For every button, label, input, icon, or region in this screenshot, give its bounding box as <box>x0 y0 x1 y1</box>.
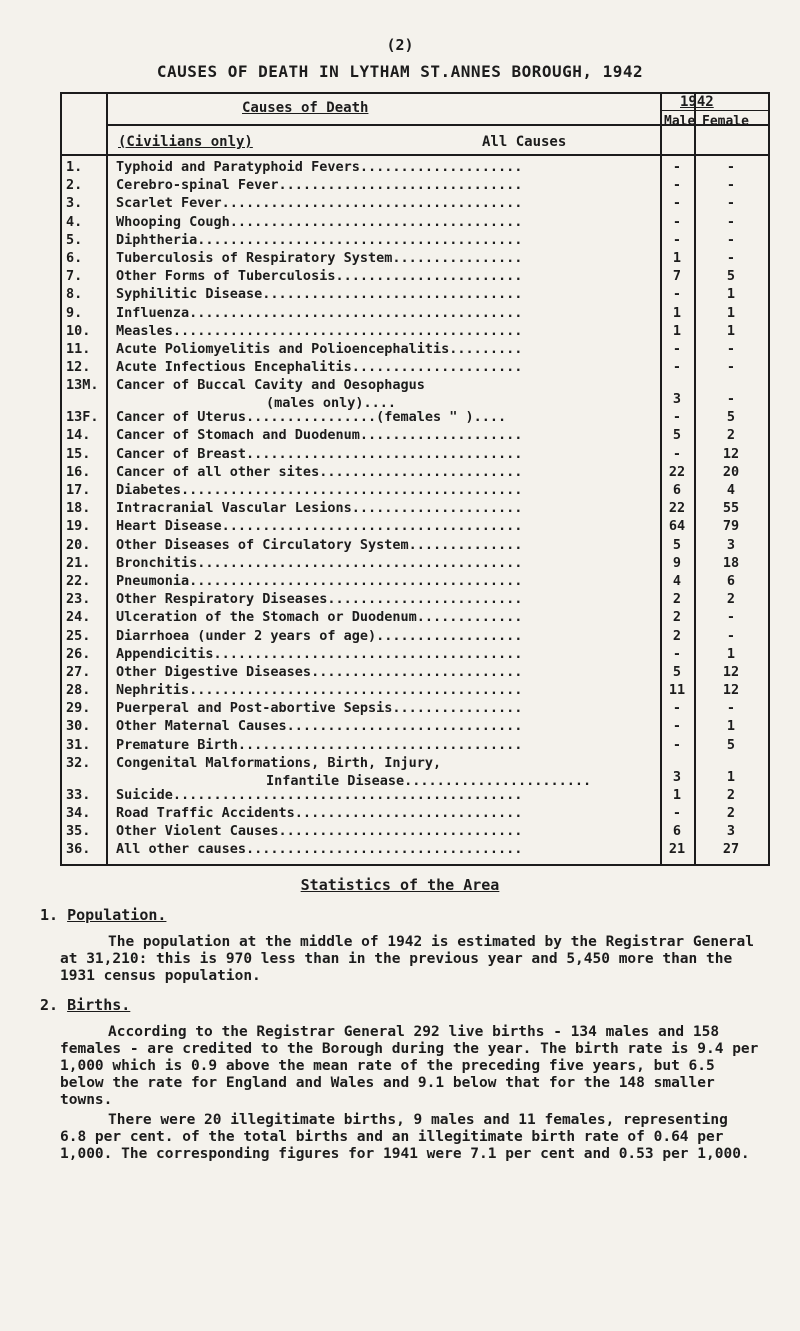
row-number: 22. <box>66 572 91 589</box>
row-female-count: - <box>726 177 736 194</box>
header-rule <box>62 154 768 156</box>
row-number: 29. <box>66 700 91 717</box>
row-female-count: 2 <box>726 427 736 444</box>
row-female-count: - <box>726 213 736 230</box>
row-male-count: 21 <box>668 841 686 858</box>
row-cause <box>116 840 656 858</box>
row-number: 17. <box>66 482 91 498</box>
row-cause <box>116 194 656 212</box>
row-cause-text: Cancer of Breast.................................. <box>116 445 523 462</box>
row-number: 15. <box>66 445 91 462</box>
table-row <box>62 840 768 858</box>
table-row <box>62 663 768 681</box>
row-cause-text: Premature Birth................................... <box>116 736 523 753</box>
row-cause-text: Tuberculosis of Respiratory System................ <box>116 249 523 266</box>
table-row <box>62 699 768 717</box>
row-number: 10. <box>66 322 91 339</box>
row-cause <box>116 608 656 626</box>
table-row <box>62 285 768 303</box>
row-male-count: 6 <box>672 482 682 498</box>
table-row <box>62 376 768 412</box>
table-row <box>62 158 768 176</box>
row-female-count: - <box>726 340 736 357</box>
page-number: (2) <box>386 36 414 54</box>
row-male-count: - <box>672 718 682 735</box>
row-cause-text: Nephritis......................................... <box>116 682 523 699</box>
row-cause <box>116 754 656 790</box>
row-cause-text: Cancer of Uterus................(females " ).... <box>116 409 507 426</box>
row-female-count: 5 <box>726 268 736 285</box>
row-male-count: 1 <box>672 786 682 803</box>
row-cause <box>116 517 656 535</box>
row-male-count: - <box>672 177 682 194</box>
row-number: 31. <box>66 736 91 753</box>
row-cause <box>116 572 656 590</box>
table-row <box>62 517 768 535</box>
row-male-count: - <box>672 736 682 753</box>
row-male-count: 7 <box>672 268 682 285</box>
row-cause <box>116 645 656 663</box>
row-male-count: 22 <box>668 463 686 480</box>
row-cause-text: Suicide........................................... <box>116 786 523 803</box>
row-cause <box>116 554 656 572</box>
row-female-count: 55 <box>722 500 740 517</box>
row-number: 26. <box>66 645 91 662</box>
row-male-count: - <box>672 409 682 426</box>
births-heading <box>40 996 130 1014</box>
row-female-count: - <box>726 195 736 212</box>
row-cause-text: Syphilitic Disease................................ <box>116 286 523 303</box>
row-number: 23. <box>66 591 91 608</box>
row-number: 6. <box>66 249 83 266</box>
row-number: 11. <box>66 340 91 357</box>
row-cause-text: Diphtheria........................................ <box>116 231 523 248</box>
row-cause <box>116 158 656 176</box>
row-male-count: - <box>672 700 682 717</box>
header-year: 1942 <box>680 94 714 110</box>
row-female-count: 27 <box>722 841 740 858</box>
row-male-count: 64 <box>668 518 686 535</box>
row-cause-text: Cancer of Buccal Cavity and Oesophagus <box>116 377 425 394</box>
row-cause-text: Cerebro-spinal Fever.............................. <box>116 177 523 194</box>
row-cause-text: Other Digestive Diseases.......................... <box>116 663 523 680</box>
row-male-count: 1 <box>672 249 682 266</box>
row-cause-text: Other Diseases of Circulatory System.............. <box>116 536 523 553</box>
row-male-count: - <box>672 805 682 821</box>
row-number: 5. <box>66 231 83 248</box>
row-number: 21. <box>66 554 91 571</box>
row-cause-text: Scarlet Fever..................................... <box>116 195 523 212</box>
population-number: 1. <box>40 906 59 924</box>
row-number: 18. <box>66 500 91 517</box>
row-female-count: 1 <box>726 768 736 785</box>
row-cause <box>116 463 656 481</box>
row-number: 19. <box>66 518 91 535</box>
row-cause <box>116 681 656 699</box>
row-number: 36. <box>66 841 91 858</box>
row-female-count: 6 <box>726 572 736 589</box>
row-cause-text: Puerperal and Post-abortive Sepsis................ <box>116 700 523 717</box>
row-female-count: 3 <box>726 536 736 553</box>
table-row <box>62 213 768 231</box>
row-number: 20. <box>66 536 91 553</box>
row-cause-text: Other Maternal Causes............................. <box>116 718 523 735</box>
row-number: 30. <box>66 718 91 735</box>
row-female-count: 12 <box>722 682 740 699</box>
row-number: 9. <box>66 304 83 321</box>
row-female-count: 3 <box>726 823 736 840</box>
row-cause <box>116 285 656 303</box>
row-number: 12. <box>66 359 91 376</box>
row-female-count: 4 <box>726 482 736 498</box>
header-male: Male <box>664 114 696 129</box>
table-row <box>62 645 768 663</box>
header-female: Female <box>702 114 749 129</box>
row-number: 24. <box>66 609 91 626</box>
row-male-count: 5 <box>672 536 682 553</box>
row-cause <box>116 663 656 681</box>
row-cause-text: Measles........................................... <box>116 322 523 339</box>
row-cause <box>116 627 656 645</box>
row-cause-text: Other Violent Causes.............................. <box>116 823 523 840</box>
row-number: 27. <box>66 663 91 680</box>
row-number: 1. <box>66 159 83 175</box>
row-cause <box>116 408 656 426</box>
row-male-count: - <box>672 340 682 357</box>
row-female-count: 1 <box>726 322 736 339</box>
row-cause <box>116 536 656 554</box>
table-row <box>62 822 768 840</box>
row-female-count: - <box>726 391 736 408</box>
row-number: 7. <box>66 268 83 285</box>
table-row <box>62 572 768 590</box>
header-rule <box>660 110 768 111</box>
row-cause-text: Typhoid and Paratyphoid Fevers.................... <box>116 159 523 175</box>
row-male-count: 1 <box>672 304 682 321</box>
row-cause <box>116 822 656 840</box>
header-causes: Causes of Death <box>242 100 369 116</box>
table-row <box>62 426 768 444</box>
row-cause-text: Congenital Malformations, Birth, Injury, <box>116 754 442 771</box>
table-row <box>62 322 768 340</box>
row-female-count: 2 <box>726 786 736 803</box>
table-row <box>62 681 768 699</box>
row-number: 2. <box>66 177 83 194</box>
row-cause-text: Diabetes.......................................... <box>116 482 523 498</box>
row-female-count: 79 <box>722 518 740 535</box>
births-paragraph-2: There were 20 illegitimate births, 9 males and 11 females, representing 6.8 per cent. of the total births and an illegitimate birth rate of 0.64 per 1,000. The corresponding figures for 1941 were 7.1 per cent and 0.53 per 1,000. <box>60 1112 750 1162</box>
header-all-causes: All Causes <box>482 134 567 150</box>
row-male-count: 22 <box>668 500 686 517</box>
table-row <box>62 249 768 267</box>
row-female-count: 2 <box>726 805 736 821</box>
table-row <box>62 736 768 754</box>
table-row <box>62 445 768 463</box>
table-row <box>62 804 768 822</box>
row-male-count: 2 <box>672 591 682 608</box>
row-number: 13F. <box>66 409 99 426</box>
row-cause-text: Other Forms of Tuberculosis....................... <box>116 268 523 285</box>
table-row <box>62 231 768 249</box>
table-row <box>62 176 768 194</box>
row-number: 14. <box>66 427 91 444</box>
table-row <box>62 717 768 735</box>
row-cause <box>116 340 656 358</box>
row-number: 28. <box>66 682 91 699</box>
table-row <box>62 481 768 499</box>
row-female-count: 12 <box>722 663 740 680</box>
population-text: The population at the middle of 1942 is estimated by the Registrar General at 31,210: this is 970 less than in the previous year and 5,450 more than the 1931 census population. <box>60 934 755 984</box>
row-number: 34. <box>66 805 91 821</box>
row-number: 3. <box>66 195 83 212</box>
row-male-count: 4 <box>672 572 682 589</box>
population-heading-text: Population. <box>67 906 167 924</box>
row-cause <box>116 786 656 804</box>
row-female-count: 1 <box>726 286 736 303</box>
row-male-count: - <box>672 159 682 175</box>
row-female-count: - <box>726 700 736 717</box>
row-cause <box>116 736 656 754</box>
row-male-count: 2 <box>672 609 682 626</box>
row-female-count: 1 <box>726 304 736 321</box>
row-number: 8. <box>66 286 83 303</box>
row-cause <box>116 590 656 608</box>
table-row <box>62 267 768 285</box>
table-row <box>62 499 768 517</box>
row-female-count: - <box>726 231 736 248</box>
row-cause <box>116 267 656 285</box>
row-male-count: - <box>672 213 682 230</box>
row-male-count: 2 <box>672 627 682 644</box>
row-female-count: - <box>726 159 736 175</box>
row-cause-text: Ulceration of the Stomach or Duodenum............. <box>116 609 523 626</box>
row-cause <box>116 499 656 517</box>
row-female-count: 18 <box>722 554 740 571</box>
table-row <box>62 358 768 376</box>
row-female-count: - <box>726 627 736 644</box>
row-cause <box>116 426 656 444</box>
row-number: 32. <box>66 754 91 771</box>
births-number: 2. <box>40 996 59 1014</box>
table-row <box>62 340 768 358</box>
row-male-count: - <box>672 445 682 462</box>
row-cause-text: Pneumonia......................................... <box>116 572 523 589</box>
row-cause-text: Acute Poliomyelitis and Polioencephalitis......... <box>116 340 523 357</box>
row-cause-text: Diarrhoea (under 2 years of age).................. <box>116 627 523 644</box>
row-male-count: 9 <box>672 554 682 571</box>
table-body <box>62 158 768 859</box>
row-female-count: 2 <box>726 591 736 608</box>
row-male-count: - <box>672 231 682 248</box>
row-cause-text: Cancer of Stomach and Duodenum.................... <box>116 427 523 444</box>
table-row <box>62 194 768 212</box>
document-title: CAUSES OF DEATH IN LYTHAM ST.ANNES BOROUGH, 1942 <box>156 62 644 81</box>
row-number: 4. <box>66 213 83 230</box>
row-cause-text: Cancer of all other sites......................... <box>116 463 523 480</box>
births-heading-text: Births. <box>67 996 131 1014</box>
table-row <box>62 408 768 426</box>
row-cause-text: Acute Infectious Encephalitis..................... <box>116 359 523 376</box>
row-cause-continuation: (males only).... <box>266 395 397 412</box>
row-female-count: 5 <box>726 736 736 753</box>
row-cause <box>116 249 656 267</box>
row-female-count: 5 <box>726 409 736 426</box>
table-row <box>62 536 768 554</box>
row-cause-text: All other causes.................................. <box>116 841 523 858</box>
row-number: 16. <box>66 463 91 480</box>
row-cause <box>116 699 656 717</box>
causes-of-death-table <box>60 92 770 866</box>
row-female-count: - <box>726 609 736 626</box>
row-cause <box>116 304 656 322</box>
row-cause-text: Road Traffic Accidents............................ <box>116 805 523 821</box>
row-cause-text: Whooping Cough.................................... <box>116 213 523 230</box>
row-cause <box>116 376 656 412</box>
row-cause-text: Intracranial Vascular Lesions..................... <box>116 500 523 517</box>
row-cause <box>116 176 656 194</box>
row-male-count: 1 <box>672 322 682 339</box>
births-paragraph-1: According to the Registrar General 292 live births - 134 males and 158 females - are credited to the Borough during the year. The birth rate is 9.4 per 1,000 which is 0.9 above the mean rate of the preceding five years, but 6.5 below the rate for England and Wales and 9.1 below that for the 148 smaller towns. <box>60 1024 759 1108</box>
table-row <box>62 754 768 789</box>
row-male-count: - <box>672 286 682 303</box>
row-cause-text: Heart Disease..................................... <box>116 518 523 535</box>
table-row <box>62 554 768 572</box>
row-cause <box>116 358 656 376</box>
row-female-count: 1 <box>726 718 736 735</box>
row-female-count: 20 <box>722 463 740 480</box>
row-cause <box>116 481 656 499</box>
row-female-count: 12 <box>722 445 740 462</box>
row-cause <box>116 322 656 340</box>
table-row <box>62 627 768 645</box>
row-cause-text: Other Respiratory Diseases........................ <box>116 591 523 608</box>
row-cause-continuation: Infantile Disease....................... <box>266 772 592 789</box>
row-number: 33. <box>66 786 91 803</box>
row-male-count: 3 <box>672 768 682 785</box>
row-male-count: 5 <box>672 663 682 680</box>
row-number: 13M. <box>66 377 99 394</box>
table-row <box>62 590 768 608</box>
table-row <box>62 304 768 322</box>
table-row <box>62 608 768 626</box>
row-number: 35. <box>66 823 91 840</box>
row-male-count: 6 <box>672 823 682 840</box>
row-cause <box>116 445 656 463</box>
row-cause-text: Influenza......................................... <box>116 304 523 321</box>
statistics-title: Statistics of the Area <box>300 876 500 894</box>
table-row <box>62 463 768 481</box>
header-civilians: (Civilians only) <box>118 134 253 150</box>
table-row <box>62 786 768 804</box>
population-heading <box>40 906 166 924</box>
row-male-count: 3 <box>672 391 682 408</box>
row-male-count: 11 <box>668 682 686 699</box>
row-cause <box>116 804 656 822</box>
row-female-count: 1 <box>726 645 736 662</box>
row-male-count: - <box>672 359 682 376</box>
row-cause-text: Bronchitis........................................ <box>116 554 523 571</box>
row-cause <box>116 231 656 249</box>
row-male-count: - <box>672 645 682 662</box>
row-cause <box>116 213 656 231</box>
row-cause <box>116 717 656 735</box>
row-number: 25. <box>66 627 91 644</box>
row-female-count: - <box>726 249 736 266</box>
row-male-count: 5 <box>672 427 682 444</box>
row-cause-text: Appendicitis...................................... <box>116 645 523 662</box>
row-female-count: - <box>726 359 736 376</box>
row-male-count: - <box>672 195 682 212</box>
